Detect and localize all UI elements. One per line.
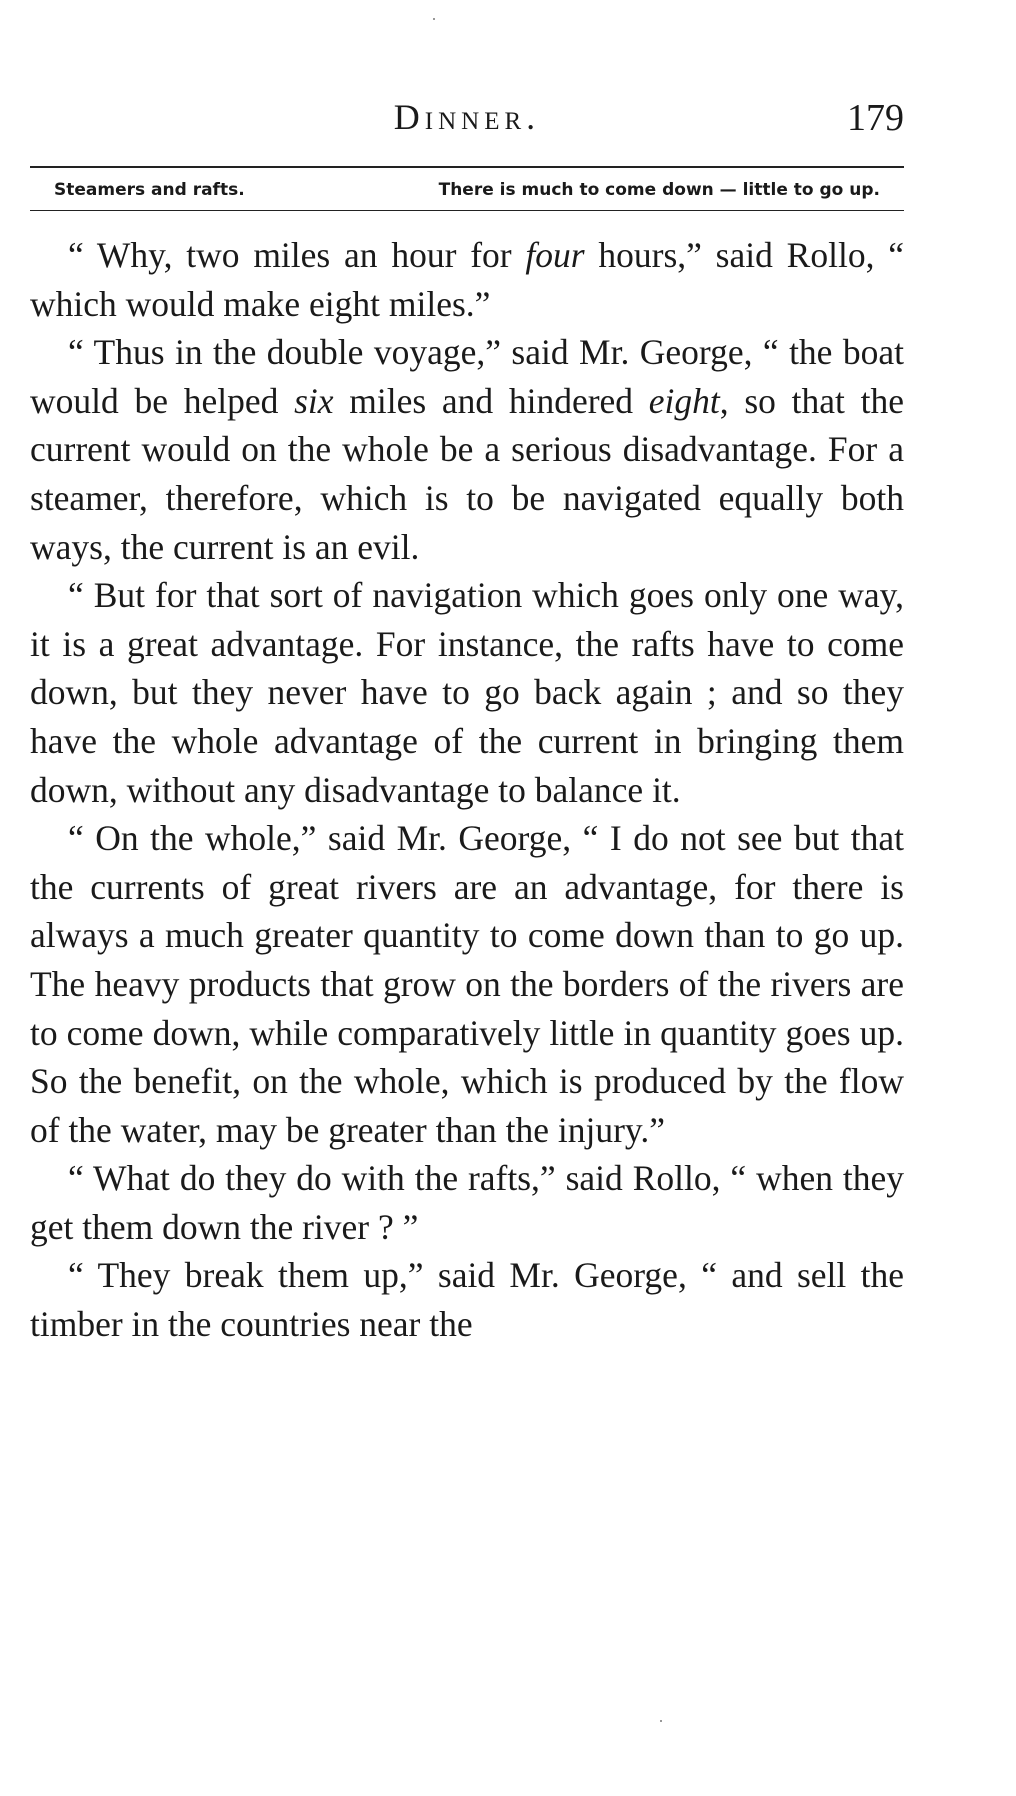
text-run: “ What do they do with the rafts,” said Rollo, “ when they get them down the river ? ” [30, 1158, 904, 1247]
text-run: “ But for that sort of navigation which goes only one way, it is a great advantage. For instance, the rafts have to come down, but they never have to go back again ; and so they have the whole advantage of the current in bringing them down, without any disadvantage to balance it. [30, 575, 904, 810]
text-run: , so that the current would on the whole be a serious disadvantage. For a steamer, therefore, which is to be navigated equally both ways, the current is an evil. [30, 380, 904, 567]
paper-speck-bottom [660, 1720, 662, 1722]
paper-speck-top [433, 18, 435, 20]
book-page [30, 96, 904, 1349]
italic-text: four [525, 235, 585, 275]
text-run: “ They break them up,” said Mr. George, “ and sell the timber in the countries near the [30, 1255, 904, 1345]
text-run: “ Thus in the double voyage,” said Mr. George, “ the boat would be helped [30, 332, 904, 421]
subheads [30, 168, 904, 210]
text-run: “ Why, two miles an hour for [68, 235, 526, 275]
body-text [30, 231, 904, 1349]
italic-text: six [294, 380, 334, 421]
header-rule-bottom [30, 210, 904, 211]
text-run: hours,” said Rollo, “ which would make eight miles.” [30, 235, 904, 324]
subhead-right: There is much to come down — little to go up. [438, 180, 880, 200]
running-head [30, 96, 904, 150]
page-number: 179 [847, 97, 904, 139]
paragraph [30, 328, 904, 571]
text-run: miles and hindered [333, 380, 649, 421]
text-run: “ On the whole,” said Mr. George, “ I do not see but that the currents of great rivers are an advantage, for there is always a much greater quantity to come down than to go up. The heavy products that grow on the borders of the rivers are to come down, while comparatively little in quantity goes up. So the benefit, on the whole, which is produced by the flow of the water, may be greater than the injury.” [30, 818, 904, 1150]
paragraph [30, 571, 904, 814]
paragraph [30, 814, 904, 1154]
paragraph [30, 1251, 904, 1348]
subhead-left: Steamers and rafts. [54, 180, 245, 200]
chapter-title: Dinner. [393, 97, 541, 137]
paragraph [30, 231, 904, 328]
paragraph [30, 1154, 904, 1251]
italic-text: eight [648, 380, 720, 421]
